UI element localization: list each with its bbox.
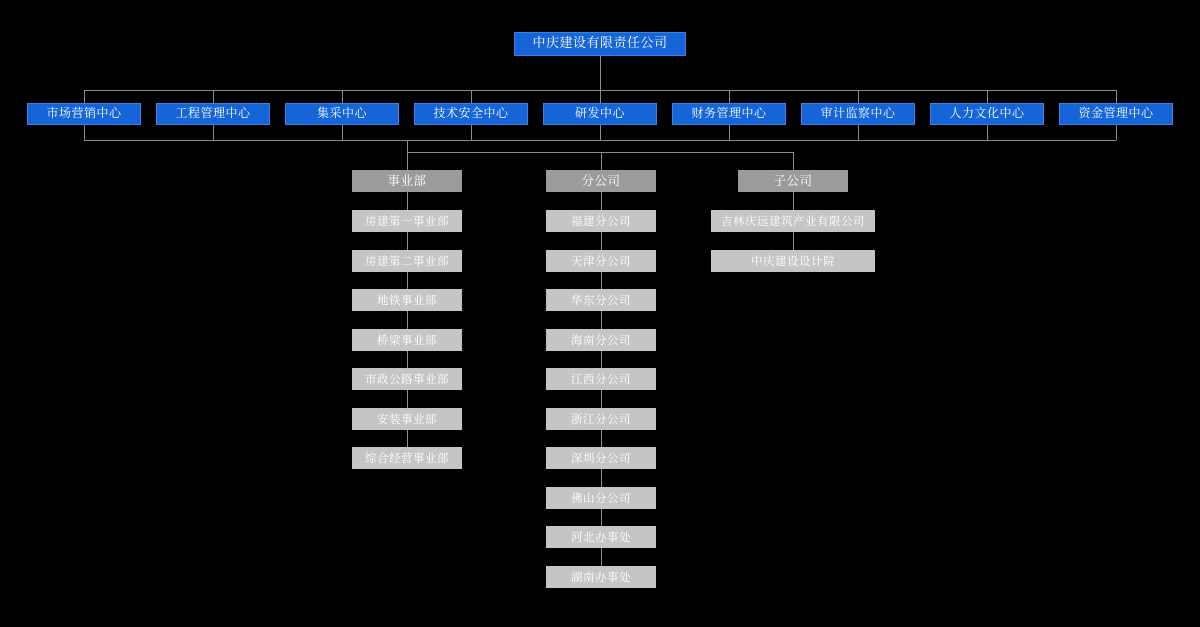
center-node-5[interactable]: 财务管理中心	[672, 103, 786, 125]
branch-0-leaf-3[interactable]: 桥梁事业部	[352, 329, 462, 351]
center-drop-line-1	[213, 90, 214, 103]
branch-0-leaf-2[interactable]: 地铁事业部	[352, 289, 462, 311]
leaf-link-line-1-6	[601, 430, 602, 447]
center-down-line-2	[342, 125, 343, 140]
center-drop-line-2	[342, 90, 343, 103]
center-down-line-5	[729, 125, 730, 140]
branch-1-leaf-1[interactable]: 天津分公司	[546, 250, 656, 272]
center-node-0[interactable]: 市场营销中心	[27, 103, 141, 125]
branch-1-leaf-0[interactable]: 福建分公司	[546, 210, 656, 232]
center-down-line-6	[858, 125, 859, 140]
leaf-link-line-1-3	[601, 311, 602, 329]
branch-1-leaf-3[interactable]: 海南分公司	[546, 329, 656, 351]
branch-1-leaf-5[interactable]: 浙江分公司	[546, 408, 656, 430]
leaf-link-line-0-0	[407, 192, 408, 210]
leaf-link-line-1-9	[601, 548, 602, 566]
branch-0-leaf-6[interactable]: 综合经营事业部	[352, 447, 462, 469]
root-node[interactable]: 中庆建设有限责任公司	[514, 32, 686, 56]
branch-node-0[interactable]: 事业部	[352, 170, 462, 192]
branch-0-leaf-4[interactable]: 市政公路事业部	[352, 368, 462, 390]
center-drop-line-4	[600, 90, 601, 103]
leaf-link-line-0-4	[407, 351, 408, 368]
center-node-6[interactable]: 审计监察中心	[801, 103, 915, 125]
branch-feed-line	[407, 140, 408, 152]
leaf-link-line-0-5	[407, 390, 408, 408]
center-drop-line-0	[84, 90, 85, 103]
center-down-line-0	[84, 125, 85, 140]
center-down-line-4	[600, 125, 601, 140]
center-drop-line-5	[729, 90, 730, 103]
root-trunk-line	[600, 56, 601, 90]
center-down-line-3	[471, 125, 472, 140]
leaf-link-line-1-2	[601, 272, 602, 289]
leaf-link-line-1-5	[601, 390, 602, 408]
center-node-2[interactable]: 集采中心	[285, 103, 399, 125]
leaf-link-line-1-8	[601, 509, 602, 526]
center-drop-line-8	[1116, 90, 1117, 103]
leaf-link-line-2-1	[793, 232, 794, 250]
center-node-7[interactable]: 人力文化中心	[930, 103, 1044, 125]
branch-drop-line-2	[793, 152, 794, 170]
center-down-line-8	[1116, 125, 1117, 140]
leaf-link-line-0-6	[407, 430, 408, 447]
center-drop-line-7	[987, 90, 988, 103]
branch-1-leaf-7[interactable]: 佛山分公司	[546, 487, 656, 509]
leaf-link-line-0-1	[407, 232, 408, 250]
branch-0-leaf-1[interactable]: 房建第二事业部	[352, 250, 462, 272]
branch-node-1[interactable]: 分公司	[546, 170, 656, 192]
leaf-link-line-1-4	[601, 351, 602, 368]
branch-drop-line-0	[407, 152, 408, 170]
branch-2-leaf-1[interactable]: 中庆建设设计院	[711, 250, 875, 272]
center-node-4[interactable]: 研发中心	[543, 103, 657, 125]
branch-node-2[interactable]: 子公司	[738, 170, 848, 192]
lower-bus-line	[84, 140, 1116, 141]
leaf-link-line-1-7	[601, 469, 602, 487]
center-drop-line-6	[858, 90, 859, 103]
branch-bus-line	[407, 152, 793, 153]
branch-1-leaf-9[interactable]: 湖南办事处	[546, 566, 656, 588]
center-node-3[interactable]: 技术安全中心	[414, 103, 528, 125]
center-node-8[interactable]: 资金管理中心	[1059, 103, 1173, 125]
branch-1-leaf-4[interactable]: 江西分公司	[546, 368, 656, 390]
center-drop-line-3	[471, 90, 472, 103]
leaf-link-line-1-0	[601, 192, 602, 210]
branch-1-leaf-2[interactable]: 华东分公司	[546, 289, 656, 311]
leaf-link-line-1-1	[601, 232, 602, 250]
branch-2-leaf-0[interactable]: 吉林庆远建筑产业有限公司	[711, 210, 875, 232]
center-down-line-1	[213, 125, 214, 140]
branch-0-leaf-0[interactable]: 房建第一事业部	[352, 210, 462, 232]
branch-drop-line-1	[601, 152, 602, 170]
center-down-line-7	[987, 125, 988, 140]
leaf-link-line-2-0	[793, 192, 794, 210]
branch-1-leaf-8[interactable]: 河北办事处	[546, 526, 656, 548]
branch-1-leaf-6[interactable]: 深圳分公司	[546, 447, 656, 469]
leaf-link-line-0-2	[407, 272, 408, 289]
leaf-link-line-0-3	[407, 311, 408, 329]
center-node-1[interactable]: 工程管理中心	[156, 103, 270, 125]
branch-0-leaf-5[interactable]: 安装事业部	[352, 408, 462, 430]
